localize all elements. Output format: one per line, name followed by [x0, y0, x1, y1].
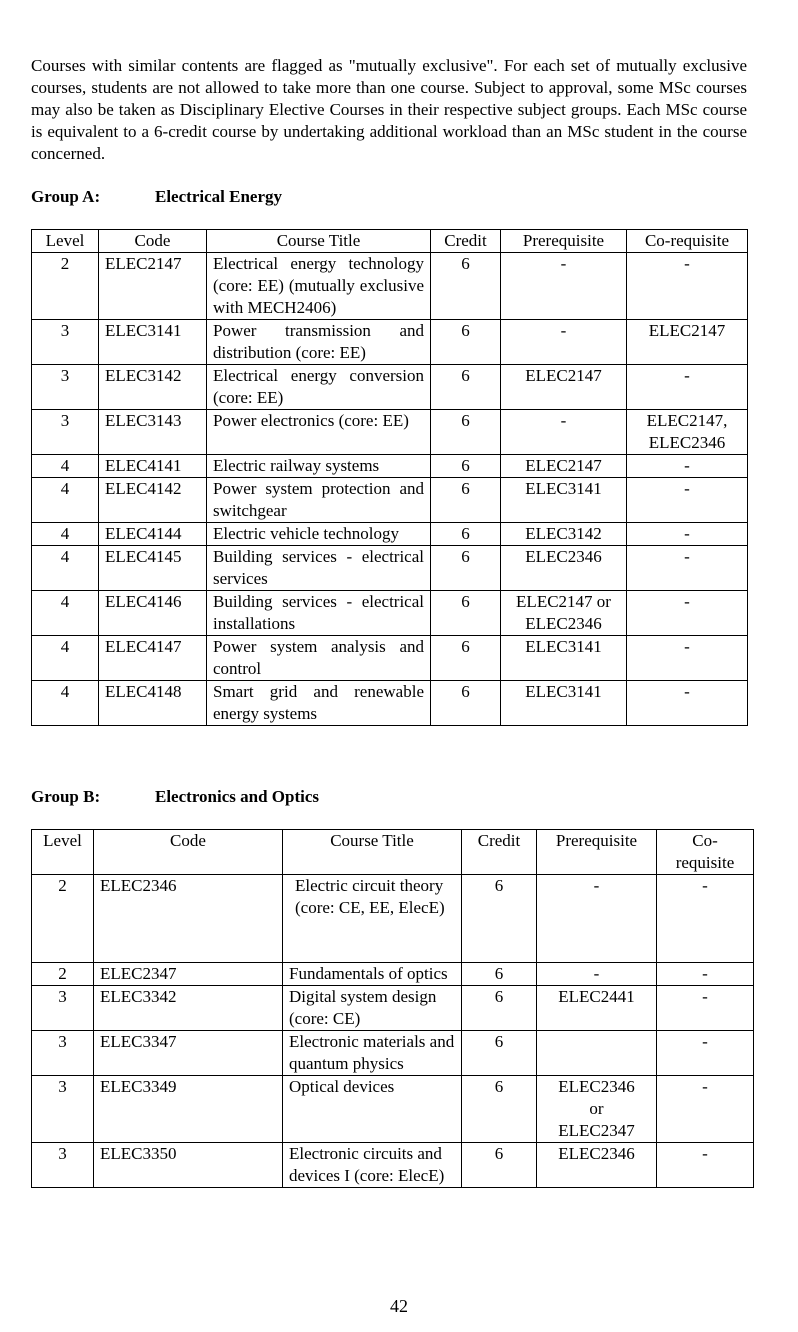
code-cell: ELEC4142	[99, 478, 207, 523]
credit-cell: 6	[431, 523, 501, 546]
title-cell: Fundamentals of optics	[283, 963, 462, 986]
table-header-row	[32, 230, 748, 253]
title-cell: Digital system design (core: CE)	[283, 986, 462, 1031]
credit-cell: 6	[431, 591, 501, 636]
level-cell: 3	[32, 320, 99, 365]
group-b-table	[31, 829, 754, 1188]
title-cell: Electric circuit theory (core: CE, EE, ElecE)	[283, 875, 462, 963]
code-cell: ELEC3347	[94, 1031, 283, 1076]
prereq-cell: -	[537, 875, 657, 963]
group-b-title: Electronics and Optics	[155, 787, 320, 806]
level-cell: 3	[32, 986, 94, 1031]
table-row	[32, 546, 748, 591]
credit-cell: 6	[462, 963, 537, 986]
level-cell: 2	[32, 963, 94, 986]
coreq-cell: -	[627, 681, 748, 726]
code-cell: ELEC4146	[99, 591, 207, 636]
code-cell: ELEC4145	[99, 546, 207, 591]
credit-cell: 6	[462, 1031, 537, 1076]
coreq-cell: -	[627, 546, 748, 591]
title-cell: Electrical energy conversion (core: EE)	[207, 365, 431, 410]
group-a-label: Group A:	[31, 187, 101, 206]
title-cell: Electrical energy technology (core: EE) (mutually exclusive with MECH2406)	[207, 253, 431, 320]
title-cell: Building services - electrical installations	[207, 591, 431, 636]
credit-cell: 6	[431, 253, 501, 320]
coreq-cell: -	[657, 986, 754, 1031]
code-cell: ELEC4148	[99, 681, 207, 726]
table-row	[32, 365, 748, 410]
coreq-cell: -	[657, 963, 754, 986]
prereq-cell: -	[501, 253, 627, 320]
coreq-cell: -	[657, 1143, 754, 1188]
header-credit: Credit	[431, 230, 501, 253]
header-code: Code	[94, 830, 283, 875]
table-row	[32, 1076, 754, 1143]
level-cell: 3	[32, 1031, 94, 1076]
table-row	[32, 591, 748, 636]
header-corequisite: Co-requisite	[627, 230, 748, 253]
code-cell: ELEC3142	[99, 365, 207, 410]
header-course-title: Course Title	[207, 230, 431, 253]
table-row	[32, 963, 754, 986]
code-cell: ELEC2346	[94, 875, 283, 963]
title-cell: Building services - electrical services	[207, 546, 431, 591]
header-level: Level	[32, 830, 94, 875]
header-course-title: Course Title	[283, 830, 462, 875]
coreq-cell: -	[627, 365, 748, 410]
table-row	[32, 455, 748, 478]
prereq-cell: ELEC2147	[501, 455, 627, 478]
code-cell: ELEC2147	[99, 253, 207, 320]
credit-cell: 6	[431, 478, 501, 523]
code-cell: ELEC3350	[94, 1143, 283, 1188]
group-a-title: Electrical Energy	[155, 187, 282, 206]
table-row	[32, 478, 748, 523]
prereq-cell: ELEC2147 or ELEC2346	[501, 591, 627, 636]
coreq-cell: -	[657, 1076, 754, 1143]
credit-cell: 6	[431, 546, 501, 591]
table-row	[32, 253, 748, 320]
coreq-cell: ELEC2147, ELEC2346	[627, 410, 748, 455]
level-cell: 3	[32, 1076, 94, 1143]
prereq-cell: ELEC2441	[537, 986, 657, 1031]
table-row	[32, 636, 748, 681]
coreq-cell: -	[627, 253, 748, 320]
group-a-heading	[31, 187, 282, 207]
credit-cell: 6	[462, 1076, 537, 1143]
coreq-cell: -	[627, 478, 748, 523]
title-cell: Electric railway systems	[207, 455, 431, 478]
code-cell: ELEC3143	[99, 410, 207, 455]
prereq-cell: -	[501, 410, 627, 455]
title-cell: Electronic circuits and devices I (core: ElecE)	[283, 1143, 462, 1188]
credit-cell: 6	[431, 681, 501, 726]
prereq-cell	[537, 1031, 657, 1076]
level-cell: 4	[32, 523, 99, 546]
table-header-row	[32, 830, 754, 875]
header-level: Level	[32, 230, 99, 253]
credit-cell: 6	[431, 410, 501, 455]
level-cell: 3	[32, 1143, 94, 1188]
level-cell: 4	[32, 546, 99, 591]
table-row	[32, 681, 748, 726]
coreq-cell: -	[657, 875, 754, 963]
table-row	[32, 875, 754, 963]
code-cell: ELEC3141	[99, 320, 207, 365]
level-cell: 4	[32, 455, 99, 478]
level-cell: 3	[32, 365, 99, 410]
title-cell: Electronic materials and quantum physics	[283, 1031, 462, 1076]
credit-cell: 6	[431, 636, 501, 681]
title-cell: Electric vehicle technology	[207, 523, 431, 546]
prereq-cell: ELEC3141	[501, 636, 627, 681]
credit-cell: 6	[431, 365, 501, 410]
title-cell: Power transmission and distribution (core: EE)	[207, 320, 431, 365]
coreq-cell: -	[627, 591, 748, 636]
code-cell: ELEC2347	[94, 963, 283, 986]
level-cell: 4	[32, 636, 99, 681]
prereq-cell: -	[537, 963, 657, 986]
level-cell: 4	[32, 478, 99, 523]
code-cell: ELEC3349	[94, 1076, 283, 1143]
header-code: Code	[99, 230, 207, 253]
code-cell: ELEC4144	[99, 523, 207, 546]
credit-cell: 6	[462, 875, 537, 963]
intro-paragraph: Courses with similar contents are flagged as "mutually exclusive". For each set of mutually exclusive courses, students are not allowed to take more than one course. Subject to approval, some MSc courses may also be taken as Disciplinary Elective Courses in their respective subject groups. Each MSc course is equivalent to a 6-credit course by undertaking additional workload than an MSc student in the course concerned.	[31, 56, 747, 163]
coreq-cell: ELEC2147	[627, 320, 748, 365]
prereq-cell: ELEC3142	[501, 523, 627, 546]
title-cell: Power system protection and switchgear	[207, 478, 431, 523]
group-b-label: Group B:	[31, 787, 101, 806]
header-corequisite: Co-requisite	[657, 830, 754, 875]
table-row	[32, 1143, 754, 1188]
prereq-cell: ELEC2346	[537, 1143, 657, 1188]
credit-cell: 6	[462, 986, 537, 1031]
level-cell: 2	[32, 875, 94, 963]
title-cell: Power system analysis and control	[207, 636, 431, 681]
group-b-heading	[31, 787, 319, 807]
title-cell: Smart grid and renewable energy systems	[207, 681, 431, 726]
header-credit: Credit	[462, 830, 537, 875]
code-cell: ELEC3342	[94, 986, 283, 1031]
table-row	[32, 986, 754, 1031]
coreq-cell: -	[627, 636, 748, 681]
prereq-cell: ELEC3141	[501, 681, 627, 726]
code-cell: ELEC4141	[99, 455, 207, 478]
code-cell: ELEC4147	[99, 636, 207, 681]
title-cell: Power electronics (core: EE)	[207, 410, 431, 455]
coreq-cell: -	[657, 1031, 754, 1076]
prereq-cell: ELEC3141	[501, 478, 627, 523]
prereq-cell: ELEC2346	[501, 546, 627, 591]
table-row	[32, 410, 748, 455]
page-number: 42	[390, 1296, 408, 1316]
header-prerequisite: Prerequisite	[537, 830, 657, 875]
prereq-cell: ELEC2147	[501, 365, 627, 410]
coreq-cell: -	[627, 455, 748, 478]
coreq-cell: -	[627, 523, 748, 546]
level-cell: 4	[32, 681, 99, 726]
title-cell: Optical devices	[283, 1076, 462, 1143]
table-row	[32, 320, 748, 365]
prereq-cell: ELEC2346 or ELEC2347	[537, 1076, 657, 1143]
credit-cell: 6	[462, 1143, 537, 1188]
table-row	[32, 1031, 754, 1076]
table-row	[32, 523, 748, 546]
group-a-table	[31, 229, 748, 726]
prereq-cell: -	[501, 320, 627, 365]
header-prerequisite: Prerequisite	[501, 230, 627, 253]
level-cell: 2	[32, 253, 99, 320]
level-cell: 4	[32, 591, 99, 636]
level-cell: 3	[32, 410, 99, 455]
credit-cell: 6	[431, 320, 501, 365]
credit-cell: 6	[431, 455, 501, 478]
